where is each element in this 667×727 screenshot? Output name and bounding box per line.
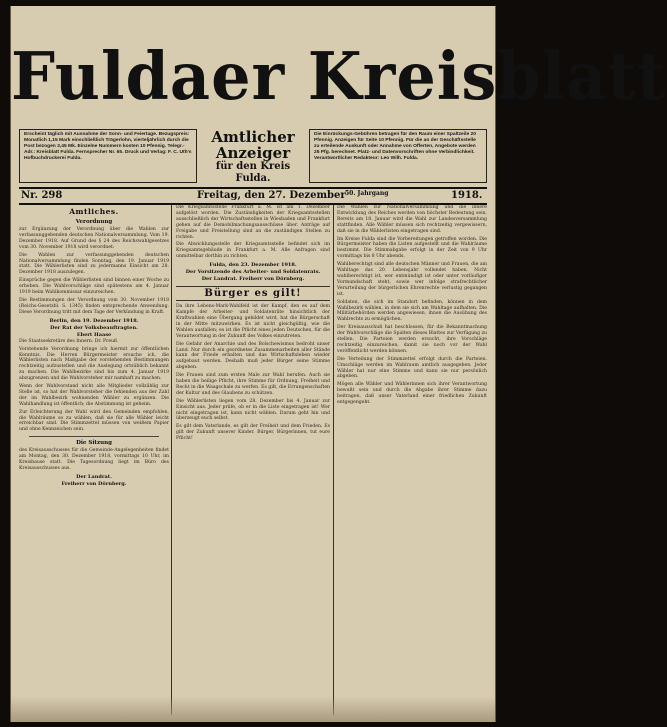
- column-middle: [176, 205, 330, 715]
- article-paragraph: Vorstehende Verordnung bringe ich hiermit zur öffentlichen Kenntnis. Die Herren Bürgermeister ersuche ich, die Wählerlisten nach Maßgabe der vorstehenden Bestimmungen rechtzeitig aufzustellen und die Auslegung ortsüblich bekannt zu machen. Die Wahlbezirke sind bis zum 4. Januar 1919 abzugrenzen und die Wahlvorsteher mir namhaft zu machen.: [19, 346, 169, 382]
- issue-date: Freitag, den 27. Dezember: [197, 190, 346, 201]
- dateline: [19, 187, 487, 205]
- article-paragraph: des Kreisausschusses für die Gemeinde-Angelegenheiten findet am Montag, den 30. Dezember 1918, vormittags 10 Uhr, im Kreishause statt. Die Tagesordnung liegt im Büro des Kreisausschusses aus.: [19, 448, 169, 471]
- advertising-rates-box: Die Einrückungs-Gebühren betragen für den Raum einer Spaltzeile 20 Pfennig. Anzeigen für Seite 10 Pfennig. Für die an der Geschäftsstelle zu erteilende Auskunft oder Annahme von Offerten, Angebote werden 25 Pfg. berechnet. Platz- und Datenvorschriften ohne Verbindlichkeit. Verantwortlicher Redakteur: Leo Wilh. Fulda.: [309, 129, 487, 183]
- signature-line: Ebert Haase: [76, 331, 112, 338]
- gazette-line-3: für den Kreis: [215, 161, 291, 172]
- signature-line: Fulda, den 23. Dezember 1918.: [209, 262, 297, 269]
- divider: [29, 436, 159, 437]
- article-paragraph: Die Bestimmungen der Verordnung vom 30. November 1918 (Reichs-Gesetzbl. S. 1345) finden entsprechende Anwendung. Diese Verordnung tritt mit dem Tage der Verkündung in Kraft.: [19, 297, 169, 315]
- column-divider: [171, 205, 172, 715]
- masthead-title: Fuldaer Kreisblatt: [11, 38, 667, 115]
- subscription-info-box: Erscheint täglich mit Ausnahme der Sonn- und Feiertage. Bezugspreis: Monatlich 1,15 Mark einschließlich Trägerlohn, vierteljährlich durch die Post bezogen 3,45 Mk. Einzelne Nummern kosten 10 Pfennig. Telegr.-Adr.: Kreisblatt Fulda. Fernsprecher Nr. 65. Druck und Verlag: F. C. Uth's Hofbuchdruckerei Fulda.: [19, 129, 197, 183]
- article-paragraph: Einsprüche gegen die Wählerlisten sind binnen einer Woche zu erheben. Die Wahlvorschläge sind spätestens am 4. Januar 1919 beim Wahlkommissar einzureichen.: [19, 278, 169, 296]
- article-paragraph: Die Kriegsamtsstelle Frankfurt a. M. ist am 1. Dezember aufgelöst worden. Die Zuständigkeiten der Kriegsamtsstellen ausschließlich der Wirtschaftsstellen in Wiesbaden und Frankfurt gehen auf die Demobilmachungsausschüsse über. Anträge auf Freigabe und Freistellung sind an die zuständigen Stellen zu richten.: [176, 205, 330, 240]
- signature-line: Berlin, den 19. Dezember 1918.: [49, 317, 139, 324]
- article-title: Bürger es gilt!: [176, 286, 330, 301]
- gazette-line-1: Amtlicher: [211, 128, 295, 146]
- signature-line: Der Rat der Volksbeauftragten.: [50, 324, 138, 331]
- article-heading: Die Sitzung: [76, 440, 112, 447]
- article-paragraph: Die Staatssekretäre des Innern. Dr. Preuß.: [19, 338, 119, 344]
- volume-number: 50. Jahrgang: [345, 190, 389, 197]
- article-paragraph: Die Gefahr der Anarchie und des Bolschewismus bedroht unser Land. Nur durch ein geordnetes Zusammenarbeiten aller Stände kann der Friede erhalten und das Wirtschaftsleben wieder aufgebaut werden. Deshalb muß jeder Bürger seine Stimme abgeben.: [176, 341, 330, 371]
- article-paragraph: Wenn der Wahlvorstand nicht alle Mitglieder vollzählig zur Stelle ist, so hat der Wahlvorsteher die fehlenden aus der Zahl der im Wahlbezirk wohnenden Wähler zu ergänzen. Die Wahlhandlung ist öffentlich; die Abstimmung ist geheim.: [19, 384, 169, 407]
- article-paragraph: Die Wahlen zur verfassunggebenden deutschen Nationalversammlung finden Sonntag, den 19. Januar 1919 statt. Die Wählerlisten sind zu jedermanns Einsicht am 28. Dezember 1918 auszulegen.: [19, 252, 169, 276]
- signature-line: Freiherr von Dörnberg.: [61, 480, 127, 487]
- article-paragraph: Soldaten, die sich im Standort befinden, können in dem Wahlbezirk wählen, in dem sie sich am Wahltage aufhalten. Die Militärbehörden werden angewiesen, ihnen die Ausübung des Wahlrechts zu ermöglichen.: [337, 299, 487, 323]
- column-right: [337, 205, 487, 715]
- column-divider: [333, 205, 334, 715]
- page-edge-shadow: [11, 696, 495, 722]
- article-paragraph: Die Verteilung der Stimmzettel erfolgt durch die Parteien. Umschläge werden im Wahlraum amtlich ausgegeben. Jeder Wähler hat nur eine Stimme und kann sie nur persönlich abgeben.: [337, 356, 487, 380]
- article-paragraph: Die Wahlen zur Nationalversammlung und die innere Entwicklung des Reiches werden von höchster Bedeutung sein. Bereits am 18. Januar wird die Wahl zur Landesversammlung stattfinden. Alle Wähler müssen sich rechtzeitig vergewissern, daß sie in die Wählerlisten eingetragen sind.: [337, 205, 487, 234]
- article-paragraph: Wahlberechtigt sind alle deutschen Männer und Frauen, die am Wahltage das 20. Lebensjahr vollendet haben. Nicht wahlberechtigt ist, wer entmündigt ist oder unter vorläufiger Vormundschaft steht, sowie wer infolge strafrechtlicher Verurteilung der bürgerlichen Ehrenrechte verlustig gegangen ist.: [337, 262, 487, 297]
- gazette-line-2: Anzeiger: [215, 144, 291, 162]
- article-paragraph: Da ihre Lebens-Mark-Wahlfeld ist der Kampf, den es auf dem Kampfe der Arbeiter- und Soldatenräte hinsichtlich der Kraftwahlen eine Übergang gebildet wird, hat die Bürgerschaft in der Mitte mitzuwirken. Es ist nicht gleichgültig, wie die Wahlen ausfallen; es ist die Pflicht eines jeden Deutschen, für die Verantwortung in der Zukunft des Volkes einzutreten.: [176, 304, 330, 339]
- article-columns: [19, 205, 487, 715]
- signature-line: Der Landrat.: [76, 473, 112, 480]
- article-paragraph: Im Kreise Fulda sind die Vorbereitungen getroffen worden. Die Bürgermeister haben die Listen aufgestellt und die Wahlräume bestimmt. Die Stimmabgabe erfolgt in der Zeit von 9 Uhr vormittags bis 8 Uhr abends.: [337, 236, 487, 260]
- issue-number: Nr. 298: [21, 190, 63, 201]
- article-paragraph: Die Frauen sind zum ersten Male zur Wahl berufen. Auch sie haben die heilige Pflicht, ihre Stimme für Ordnung, Freiheit und Recht in die Waagschale zu werfen. Es gilt, die Errungenschaften der Kultur und des Glaubens zu schützen.: [176, 373, 330, 396]
- article-heading: Verordnung: [75, 219, 113, 225]
- signature-line: Der Landrat. Freiherr von Dörnberg.: [201, 276, 305, 283]
- article-paragraph: Die Wählerlisten liegen vom 28. Dezember bis 4. Januar zur Einsicht aus. Jeder prüfe, ob er in die Liste eingetragen ist! Wer nicht eingetragen ist, kann nicht wählen. Darum geht hin und überzeugt euch selbst.: [176, 398, 330, 422]
- article-paragraph: Mögen alle Wähler und Wählerinnen sich ihrer Verantwortung bewußt sein und durch die Abgabe ihrer Stimme dazu beitragen, daß unser Vaterland einer friedlichen Zukunft entgegengeht.: [337, 382, 487, 406]
- article-paragraph: Der Kreisausschuß hat beschlossen, für die Bekanntmachung der Wahlvorschläge die Spalten dieses Blattes zur Verfügung zu stellen. Die Parteien werden ersucht, ihre Vorschläge rechtzeitig einzureichen, damit sie noch vor der Wahl veröffentlicht werden können.: [337, 325, 487, 354]
- header-band: [19, 129, 487, 185]
- article-paragraph: zur Ergänzung der Verordnung über die Wahlen zur verfassunggebenden deutschen Nationalversammlung. Vom 19. Dezember 1918. Auf Grund des § 24 des Reichswahlgesetzes vom 30. November 1918 wird verordnet:: [19, 227, 169, 250]
- newspaper-page: [10, 6, 667, 722]
- official-gazette-label: [205, 129, 301, 185]
- article-paragraph: Es gilt dem Vaterlande, es gilt der Freiheit und dem Frieden. Es gilt der Zukunft unserer Kinder. Bürger, Bürgerinnen, tut eure Pflicht!: [176, 424, 330, 442]
- section-heading: Amtliches.: [69, 207, 119, 216]
- article-paragraph: Die Abwicklungsstelle der Kriegsamtsstelle befindet sich im Kriegsamtsgebäude in Frankfurt a. M. Alle Anfragen sind unmittelbar dorthin zu richten.: [176, 242, 330, 260]
- signature-line: Der Vorsitzende des Arbeiter- und Soldatenrats.: [185, 269, 321, 276]
- column-left: [19, 205, 169, 715]
- gazette-line-4: Fulda.: [235, 173, 271, 184]
- article-paragraph: Zur Erleichterung der Wahl wird den Gemeinden empfohlen, die Wahlräume so zu wählen, daß sie für alle Wähler leicht erreichbar sind. Die Stimmzettel müssen von weißem Papier und ohne Kennzeichen sein.: [19, 409, 169, 433]
- issue-year: 1918.: [451, 190, 483, 201]
